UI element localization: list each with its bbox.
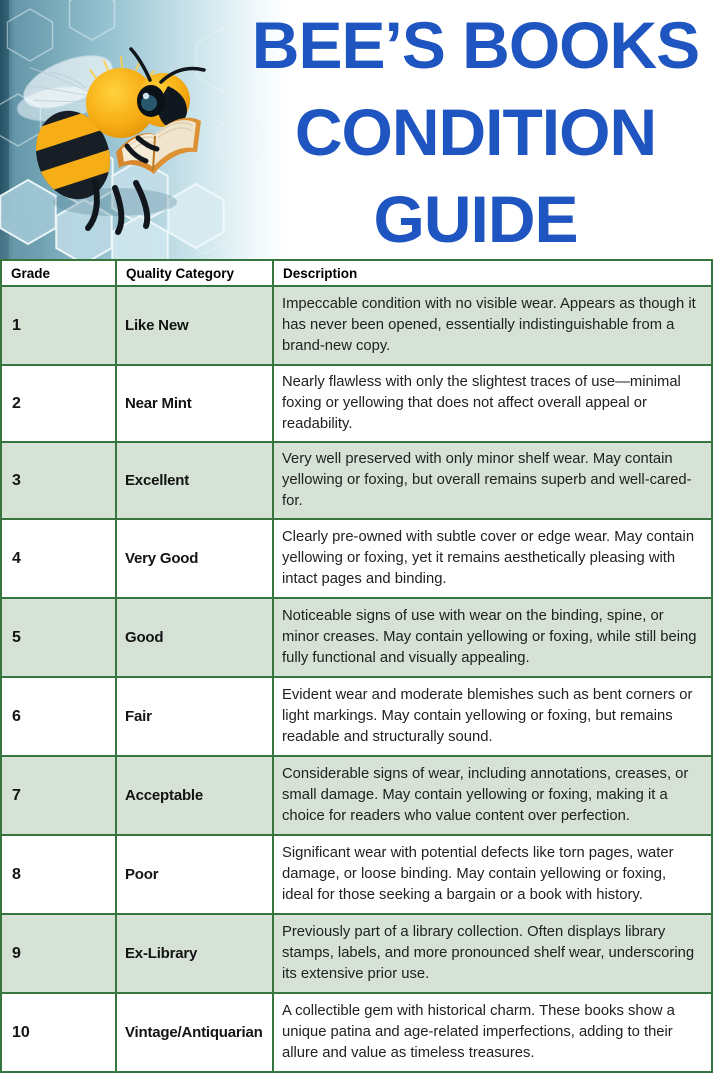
description-cell: Impeccable condition with no visible wear. Appears as though it has never been opened, essentially indistinguishable from a brand-new copy. bbox=[273, 286, 712, 365]
column-header-quality-category: Quality Category bbox=[116, 260, 273, 286]
category-cell: Poor bbox=[116, 835, 273, 914]
page-title bbox=[238, 0, 713, 259]
grade-cell: 3 bbox=[1, 442, 116, 519]
grade-cell: 7 bbox=[1, 756, 116, 835]
table-row-grade-9 bbox=[1, 914, 712, 993]
category-cell: Like New bbox=[116, 286, 273, 365]
category-cell: Near Mint bbox=[116, 365, 273, 442]
title-line-3: GUIDE bbox=[373, 182, 578, 256]
category-cell: Excellent bbox=[116, 442, 273, 519]
grade-cell: 2 bbox=[1, 365, 116, 442]
category-cell: Ex-Library bbox=[116, 914, 273, 993]
grade-cell: 5 bbox=[1, 598, 116, 677]
description-cell: Evident wear and moderate blemishes such as bent corners or light markings. May contain yellowing or foxing, but remains readable and structurally sound. bbox=[273, 677, 712, 756]
grade-cell: 1 bbox=[1, 286, 116, 365]
category-cell: Vintage/Antiquarian bbox=[116, 993, 273, 1072]
description-cell: A collectible gem with historical charm. These books show a unique patina and age-related imperfections, adding to their allure and value as timeless treasures. bbox=[273, 993, 712, 1072]
category-cell: Acceptable bbox=[116, 756, 273, 835]
category-cell: Fair bbox=[116, 677, 273, 756]
title-line-2: CONDITION bbox=[294, 95, 657, 169]
header bbox=[0, 0, 713, 259]
table-row-grade-2 bbox=[1, 365, 712, 442]
description-cell: Considerable signs of wear, including annotations, creases, or small damage. May contain yellowing or foxing, making it a choice for readers who value content over perfection. bbox=[273, 756, 712, 835]
description-cell: Nearly flawless with only the slightest traces of use—minimal foxing or yellowing that does not affect overall appeal or readability. bbox=[273, 365, 712, 442]
table-row-grade-5 bbox=[1, 598, 712, 677]
grade-cell: 8 bbox=[1, 835, 116, 914]
table-header-row bbox=[1, 260, 712, 286]
table-row-grade-3 bbox=[1, 442, 712, 519]
column-header-description: Description bbox=[273, 260, 712, 286]
table-row-grade-1 bbox=[1, 286, 712, 365]
grade-cell: 6 bbox=[1, 677, 116, 756]
grade-cell: 10 bbox=[1, 993, 116, 1072]
condition-grade-table bbox=[0, 259, 713, 1073]
description-cell: Clearly pre-owned with subtle cover or edge wear. May contain yellowing or foxing, yet it remains aesthetically pleasing with intact pages and binding. bbox=[273, 519, 712, 598]
category-cell: Very Good bbox=[116, 519, 273, 598]
table-row-grade-7 bbox=[1, 756, 712, 835]
title-line-1: BEE’S BOOKS bbox=[251, 8, 700, 82]
table-row-grade-4 bbox=[1, 519, 712, 598]
description-cell: Previously part of a library collection. Often displays library stamps, labels, and more pronounced shelf wear, underscoring its extensive prior use. bbox=[273, 914, 712, 993]
bee-eye-icon bbox=[137, 85, 165, 117]
category-cell: Good bbox=[116, 598, 273, 677]
description-cell: Noticeable signs of use with wear on the binding, spine, or minor creases. May contain yellowing or foxing, while still being fully functional and visually appealing. bbox=[273, 598, 712, 677]
grade-cell: 4 bbox=[1, 519, 116, 598]
column-header-grade: Grade bbox=[1, 260, 116, 286]
table-row-grade-6 bbox=[1, 677, 712, 756]
grade-cell: 9 bbox=[1, 914, 116, 993]
table-row-grade-8 bbox=[1, 835, 712, 914]
description-cell: Very well preserved with only minor shelf wear. May contain yellowing or foxing, but overall remains superb and well-cared-for. bbox=[273, 442, 712, 519]
table-row-grade-10 bbox=[1, 993, 712, 1072]
description-cell: Significant wear with potential defects like torn pages, water damage, or loose binding. May contain yellowing or foxing, ideal for those seeking a bargain or a book with history. bbox=[273, 835, 712, 914]
